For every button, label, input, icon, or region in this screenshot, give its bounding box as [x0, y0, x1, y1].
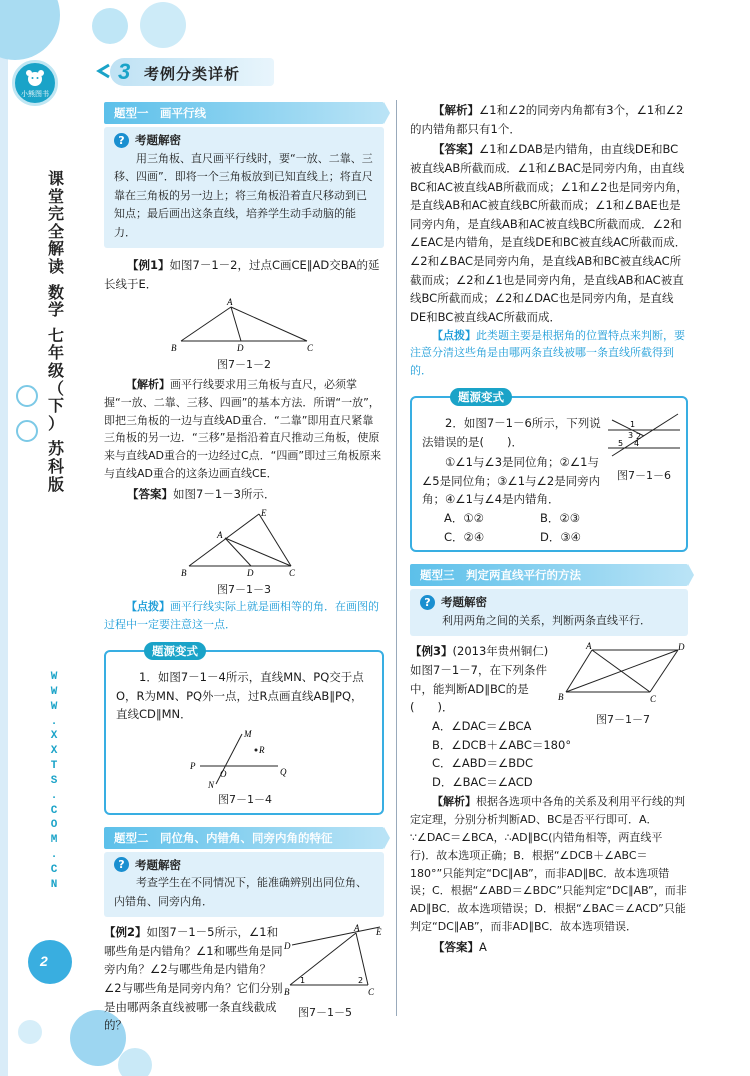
topic1-explain-box — [104, 127, 384, 248]
figure-caption: 图7－1－4 — [218, 792, 272, 806]
example-1: 【例1】如图7－1－2，过点C画CE∥AD交BA的延长线于E． — [104, 257, 380, 291]
figure-7-1-4 — [190, 728, 300, 790]
svg-text:M: M — [244, 728, 252, 739]
variant-box-1 — [104, 643, 384, 815]
topic3-explain-box — [410, 589, 688, 636]
url-char: . — [50, 849, 58, 862]
question-icon: ? — [420, 595, 435, 610]
tip-2: 【点拨】此类题主要是根据角的位置特点来判断，要注意分清这些角是由哪两条直线被哪一条直线所截得到的． — [410, 328, 685, 378]
svg-text:5: 5 — [618, 438, 624, 448]
topic2-header: 题型二 同位角、内错角、同旁内角的特征 — [104, 827, 384, 849]
choice-a: A．①② — [444, 511, 484, 526]
side-title-char: ） — [47, 413, 64, 433]
side-title-char: 版 — [47, 474, 64, 494]
topic1-header: 题型一 画平行线 — [104, 102, 384, 124]
option-c: C．∠ABD＝∠BDC — [432, 756, 534, 771]
side-title-char: 全 — [47, 221, 64, 241]
example-2: 【例2】如图7－1－5所示，∠1和哪些角是内错角？∠1和哪些角是同旁内角？∠2与哪些角是内错角？∠2与哪些角是同旁内角？它们分别是由哪两条直线被哪一条直线截成的？ — [104, 925, 283, 1033]
figure-caption: 图7－1－7 — [596, 713, 650, 727]
example-3-block — [410, 642, 688, 791]
figure-caption: 图7－1－6 — [617, 468, 671, 482]
svg-text:D: D — [678, 642, 685, 653]
decor-ring — [16, 385, 38, 407]
figure-7-1-6 — [604, 410, 684, 460]
url-char: W — [50, 671, 58, 683]
decor-bubble — [92, 8, 128, 44]
answer-3: 【答案】A — [433, 939, 487, 954]
choice-c: C．②④ — [444, 529, 485, 544]
decor-ring — [16, 420, 38, 442]
option-a: A．∠DAC＝∠BCA — [432, 718, 532, 733]
website-url-vertical — [46, 670, 62, 893]
svg-text:C: C — [289, 567, 296, 578]
svg-text:D: D — [247, 567, 254, 578]
topic3-header: 题型三 判定两直线平行的方法 — [410, 564, 688, 586]
svg-text:E: E — [376, 927, 382, 938]
question-icon: ? — [114, 133, 129, 148]
url-char: X — [50, 730, 58, 743]
figure-caption: 图7－1－3 — [217, 582, 271, 596]
svg-text:B: B — [284, 987, 290, 998]
decor-bubble — [118, 1048, 152, 1076]
url-char: W — [50, 685, 58, 698]
explain-title: 考题解密 — [135, 133, 181, 147]
svg-text:D: D — [237, 343, 244, 354]
analysis-1: 【解析】画平行线要求用三角板与直尺，必须掌握“一放、二靠、三移、四画”的基本方法．所谓“一放”，即把三角板的一边与直线AD重合．“二靠”即用直尺紧靠三角板的另一边．“三移”是指沿着直尺推动三角板，使原来与直线AD重合的一边经过C点．“四画”即过三角板原来与直线AD重合的这条边画直线CE． — [104, 378, 382, 481]
option-d: D．∠BAC＝∠ACD — [432, 774, 533, 789]
svg-text:C: C — [368, 987, 375, 998]
url-char: . — [50, 789, 58, 802]
answer-1: 【答案】如图7－1－3所示． — [127, 486, 276, 501]
svg-text:B: B — [558, 692, 564, 703]
brand-label: 小熊图书 — [21, 90, 49, 98]
figure-7-1-7 — [558, 642, 688, 704]
explain-text: 利用两角之间的关系，判断两条直线平行． — [442, 613, 651, 627]
svg-text:A: A — [586, 642, 592, 652]
side-title-char: 学 — [47, 300, 64, 320]
svg-text:C: C — [307, 343, 314, 354]
url-char: W — [50, 700, 58, 713]
side-title-char: 七 — [47, 325, 64, 345]
url-char: T — [50, 760, 58, 773]
explain-title: 考题解密 — [441, 595, 487, 610]
choice-d: D．③④ — [540, 529, 581, 544]
choice-row — [422, 509, 678, 528]
question-icon: ? — [114, 857, 129, 872]
variant-statements: ①∠1与∠3是同位角；②∠1与∠5是同位角；③∠1与∠2是同旁内角；④∠1与∠4是内错角． — [422, 455, 601, 507]
url-char: C — [50, 863, 58, 876]
book-title-vertical — [44, 170, 68, 493]
svg-text:N: N — [208, 779, 215, 790]
topic2-explain-box — [104, 852, 384, 918]
option-b: B．∠DCB＋∠ABC＝180° — [432, 737, 572, 752]
side-title-char: 完 — [47, 204, 64, 224]
url-char: S — [50, 774, 58, 787]
figure-7-1-3 — [179, 508, 309, 580]
side-title-char: 下 — [47, 396, 64, 416]
variant-text: 2．如图7－1－6所示，下列说法错误的是( )． — [422, 415, 601, 449]
svg-text:Q: Q — [280, 766, 287, 777]
side-title-char: 级 — [47, 360, 64, 380]
url-char: X — [50, 745, 58, 758]
url-char: C — [50, 804, 58, 817]
figure-caption: 图7－1－2 — [217, 358, 271, 372]
svg-text:4: 4 — [634, 438, 640, 448]
svg-text:D: D — [284, 941, 291, 952]
page-number-badge — [28, 940, 72, 984]
answer-2: 【答案】∠1和∠DAB是内错角，由直线DE和BC被直线AB所截而成．∠1和∠BAC是同旁内角，由直线BC和AC被直线AB所截而成；∠1和∠2也是同旁内角，是直线AB和AC被直线BC所截而成；∠1和∠BAE也是同旁内角，是直线AB和AC被直线BC所截而成．∠2和∠EAC是内错角，是直线DE和BC被直线AC所截而成．∠2和∠BAC是同旁内角，是直线AB和BC被直线AC所截而成；∠2和∠1也是同旁内角，是直线AB和AC被直线BC所截而成；∠2和∠DAC也是同旁内角，是直线DE和BC被直线AC所截而成． — [410, 142, 688, 324]
analysis-3: 【解析】根据各选项中各角的关系及利用平行线的判定定理，分别分析判断AD、BC是否平行即可．A．∵∠DAC＝∠BCA，∴AD∥BC(内错角相等，两直线平行)．故本选项正确；B．根据“∠DCB＋∠ABC＝180°”只能判定“DC∥AB”，而非AD∥BC．故本选项错误；C．根据“∠ABD＝∠BDC”只能判定“DC∥AB”，而非AD∥BC．故本选项错误；D．根据“∠BAC＝∠ACD”只能判定“DC∥AB”，而非AD∥BC．故本选项错误． — [410, 795, 687, 934]
svg-text:2: 2 — [358, 976, 364, 986]
svg-text:A: A — [217, 529, 223, 540]
side-title-char: 解 — [47, 239, 64, 259]
bear-icon — [22, 69, 48, 87]
page-number: 2 — [40, 953, 48, 969]
variant-tag: 题源变式 — [144, 642, 206, 660]
side-title-char: 科 — [47, 456, 64, 476]
chevron-left-icon — [95, 63, 111, 85]
side-title-char: 年 — [47, 343, 64, 363]
explain-text: 用三角板、直尺画平行线时，要“一放、二靠、三移、四画”．即将一个三角板放到已知直线上；将直尺靠在三角板的另一边上；将三角板沿着直尺移动到已知点；最后画出这条直线，培养学生动手动脑的能力． — [114, 151, 373, 239]
choice-row — [422, 528, 678, 547]
example-3: 【例3】(2013年贵州铜仁)如图7－1－7，在下列条件中，能判断AD∥BC的是( )． — [410, 644, 549, 715]
right-column — [410, 99, 688, 957]
explain-text: 考查学生在不同情况下，能准确辨别出同位角、内错角、同旁内角． — [114, 876, 367, 908]
svg-text:B: B — [171, 343, 177, 354]
url-char: . — [50, 715, 58, 728]
svg-text:P: P — [190, 760, 196, 771]
brand-logo — [12, 60, 58, 106]
side-title-char: 苏 — [47, 439, 64, 459]
side-title-char: （ — [47, 378, 64, 398]
decor-bubble — [140, 2, 186, 48]
svg-text:R: R — [259, 744, 265, 755]
svg-text:2: 2 — [636, 431, 642, 441]
figure-7-1-2 — [169, 297, 319, 355]
side-title-char: 堂 — [47, 186, 64, 206]
choice-b: B．②③ — [540, 511, 581, 526]
variant-tag: 题源变式 — [450, 388, 512, 406]
decor-bubble — [0, 0, 60, 60]
url-char: O — [50, 819, 58, 832]
explain-title: 考题解密 — [135, 857, 181, 872]
svg-text:1: 1 — [300, 976, 306, 986]
variant-box-2 — [410, 389, 688, 552]
section-number: 3 — [118, 59, 131, 84]
svg-text:1: 1 — [630, 419, 636, 429]
left-column — [104, 102, 384, 1035]
side-title-char: 读 — [47, 256, 64, 276]
svg-text:E: E — [261, 507, 267, 518]
svg-text:A: A — [354, 923, 360, 934]
side-title-char: 课 — [47, 169, 64, 188]
section-title: 考例分类详析 — [144, 65, 241, 83]
svg-text:A: A — [227, 297, 233, 308]
decor-bubble — [18, 1020, 42, 1044]
url-char: N — [50, 878, 58, 891]
variant-text: 1．如图7－1－4所示，直线MN、PQ交于点O，R为MN、PQ外一点，过R点画直线AB∥PQ，直线CD∥MN． — [116, 669, 364, 722]
figure-7-1-5 — [284, 923, 384, 997]
svg-text:B: B — [181, 567, 187, 578]
figure-caption: 图7－1－5 — [298, 1005, 352, 1019]
tip-1: 【点拨】画平行线实际上就是画相等的角．在画图的过程中一定要注意这一点． — [104, 600, 379, 632]
svg-text:3: 3 — [628, 430, 634, 440]
side-title-char: 数 — [47, 282, 64, 302]
url-char: M — [50, 834, 58, 847]
sidebar-strip — [0, 0, 8, 1076]
analysis-2: 【解析】∠1和∠2的同旁内角都有3个，∠1和∠2的内错角都只有1个． — [410, 103, 684, 136]
svg-text:C: C — [650, 694, 657, 705]
column-divider — [396, 100, 397, 1016]
svg-text:O: O — [220, 768, 227, 779]
example-2-block — [104, 923, 384, 1035]
